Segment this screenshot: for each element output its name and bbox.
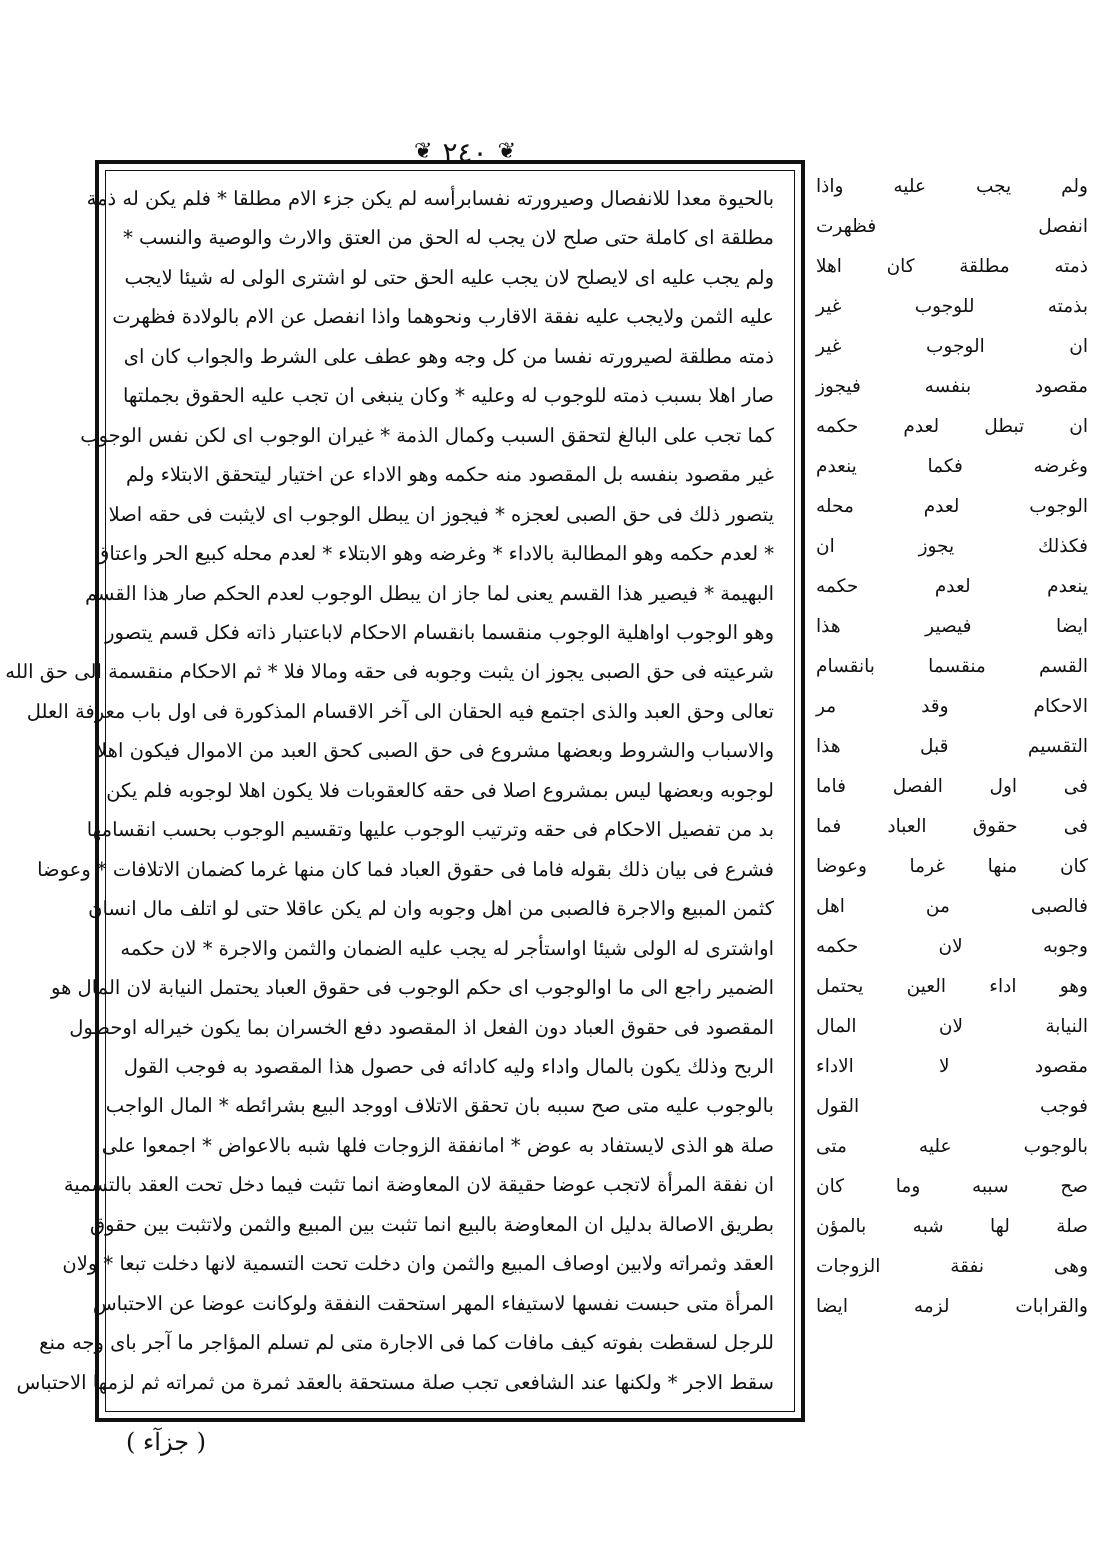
main-text-line: بطريق الاصالة بدليل ان المعاوضة بالبيع انما تثبت بين المبيع والثمن ولاتثبت بين حقوق [89, 1212, 774, 1236]
main-text-line: بد من تفصيل الاحكام فى حقه وترتيب الوجوب عليها وتقسيم الوجوب بحسب انقسامها [86, 818, 774, 842]
margin-text-line: ان الوجوب غير [816, 336, 1088, 357]
margin-text-line: ايضا فيصير هذا [816, 616, 1088, 637]
margin-text-line: الوجوب لعدم محله [816, 496, 1088, 517]
main-text-line: فشرع فى بيان ذلك بقوله فاما فى حقوق العباد فما كان منها غرما كضمان الاتلافات * وعوضا [37, 857, 774, 881]
printer-signature-mark: ( جزآء ) [126, 1428, 207, 1456]
margin-text-line: فى حقوق العباد فما [816, 816, 1088, 837]
main-text-block [5, 183, 774, 1399]
main-text-line: كثمن المبيع والاجرة فالصبى من اهل وجوبه وان لم يكن عاقلا حتى لو اتلف مال انسان [88, 897, 774, 921]
margin-commentary [816, 172, 1088, 1322]
main-text-line: غير مقصود بنفسه بل المقصود منه حكمه وهو الاداء عن اختيار ليتحقق الابتلاء ولم [126, 463, 774, 487]
main-text-inner-frame [5, 170, 795, 1412]
margin-text-line: وهو اداء العين يحتمل [816, 976, 1088, 997]
main-text-line: بالحيوة معدا للانفصال وصيرورته نفسابرأسه لم يكن جزء الام مطلقا * فلم يكن له ذمة [86, 187, 774, 210]
main-text-line: سقط الاجر * ولكنها عند الشافعى تجب صلة مستحقة بالعقد ثمرة من ثمراته ثم لزمها الاحتباس [16, 1370, 774, 1394]
main-text-line: الضمير راجع الى ما اوالوجوب اى حكم الوجوب فى حقوق العباد يحتمل النيابة لان المال هو [51, 976, 774, 1000]
ornament-left-icon: ❦ [414, 139, 433, 164]
main-text-line: ولم يجب عليه اى لايصلح لان يجب عليه الحق حتى لو اشترى الولى له شيئا لايجب [124, 265, 774, 289]
main-text-line: المقصود فى حقوق العباد دون الفعل اذ المقصود دفع الخسران بما يكون خيراله اوحصول [69, 1015, 774, 1039]
main-text-frame [5, 160, 805, 1422]
main-text-line: كما تجب على البالغ لتحقق السبب وكمال الذمة * غيران الوجوب اى لكن نفس الوجوب [80, 423, 774, 447]
margin-text-line: وغرضه فكما ينعدم [816, 456, 1088, 477]
main-text-line: المرأة متى حبست نفسها لاستيفاء المهر استحقت النفقة ولوكانت عوضا عن الاحتباس [92, 1291, 774, 1315]
main-text-line: ان نفقة المرأة لاتجب عوضا حقيقة لان المعاوضة انما تثبت فيما دخل تحت العقد بالتسمية [63, 1173, 774, 1197]
margin-text-line: ذمته مطلقة كان اهلا [816, 256, 1088, 277]
margin-text-line: وجوبه لان حكمه [816, 936, 1088, 957]
margin-text-line: وهى نفقة الزوجات [816, 1256, 1088, 1277]
margin-text-line: ولم يجب عليه واذا [816, 176, 1088, 197]
main-text-line: للرجل لسقطت بفوته كيف مافات كما فى الاجارة متى لم تسلم المؤاجر ما آجر باى وجه منع [39, 1331, 774, 1355]
main-text-line: مطلقة اى كاملة حتى صلح لان يجب له الحق من العتق والارث والوصية والنسب * [123, 226, 774, 250]
main-text-line: صلة هو الذى لايستفاد به عوض * امانفقة الزوجات فلها شبه بالاعواض * اجمعوا على [101, 1133, 774, 1157]
main-text-line: الربح وذلك يكون بالمال واداء وليه كادائه فى حصول هذا المقصود به فوجب القول [123, 1054, 774, 1078]
margin-text-line: بذمته للوجوب غير [816, 296, 1088, 317]
main-text-line: اواشترى له الولى شيئا اواستأجر له يجب عليه الضمان والثمن والاجرة * لان حكمه [120, 936, 774, 960]
page-number: ٢٤٠ [442, 135, 488, 169]
margin-text-line: بالوجوب عليه متى [816, 1136, 1088, 1157]
main-text-line: العقد وثمراته ولابين اوصاف المبيع والثمن وان دخلت تحت التسمية لانها دخلت تبعا * ولان [62, 1252, 774, 1276]
margin-text-line: فالصبى من اهل [816, 896, 1088, 917]
margin-text-line: مقصود لا الاداء [816, 1056, 1088, 1077]
main-text-line: * لعدم حكمه وهو المطالبة بالاداء * وغرضه وهو الابتلاء * لعدم محله كبيع الحر واعتاق [94, 542, 774, 566]
margin-text-line: مقصود بنفسه فيجوز [816, 376, 1088, 397]
margin-text-line: القسم منقسما بانقسام [816, 656, 1088, 677]
main-text-line: والاسباب والشروط وبعضها مشروع فى حق الصبى كحق العبد من الاموال فيكون اهلا [96, 739, 774, 763]
main-text-line: تعالى وحق العبد والذى اجتمع فيه الحقان الى آخر الاقسام المذكورة فى اول باب معرفة العلل [26, 699, 774, 723]
margin-text-line: صح سببه وما كان [816, 1176, 1088, 1197]
ornament-right-icon: ❦ [497, 139, 516, 164]
main-text-line: لوجوبه وبعضها ليس بمشروع اصلا فى حقه كالعقوبات فلا يكون اهلا لوجوبه فلم يكن [106, 778, 774, 802]
margin-text-line: فى اول الفصل فاما [816, 776, 1088, 797]
main-text-line: بالوجوب عليه متى صح سببه بان تحقق الاتلاف اووجد البيع بشرائطه * المال الواجب [105, 1094, 774, 1118]
margin-text-line: صلة لها شبه بالمؤن [816, 1216, 1088, 1237]
margin-text-line: النيابة لان المال [816, 1016, 1088, 1037]
main-text-line: صار اهلا بسبب ذمته للوجوب له وعليه * وكان ينبغى ان تجب عليه الحقوق بجملتها [122, 384, 774, 408]
margin-text-line: فكذلك يجوز ان [816, 536, 1088, 557]
main-text-line: البهيمة * فيصير هذا القسم يعنى لما جاز ان يبطل الوجوب لعدم الحكم صار هذا القسم [85, 581, 774, 605]
margin-text-line: كان منها غرما وعوضا [816, 856, 1088, 877]
main-text-line: عليه الثمن ولايجب عليه نفقة الاقارب ونحوهما واذا انفصل عن الام بالولادة فظهرت [112, 305, 774, 329]
margin-text-line: الاحكام وقد مر [816, 696, 1088, 717]
margin-text-line: ان تبطل لعدم حكمه [816, 416, 1088, 437]
margin-text-line: ينعدم لعدم حكمه [816, 576, 1088, 597]
margin-text-line: انفصل فظهرت [816, 216, 1088, 237]
main-text-line: ذمته مطلقة لصيرورته نفسا من كل وجه وهو عطف على الشرط والجواب كان اى [123, 344, 774, 368]
main-text-line: شرعيته فى حق الصبى يجوز ان يثبت وجوبه فى حقه ومالا فلا * ثم الاحكام منقسمة الى حق الله [5, 660, 774, 684]
main-text-line: يتصور ذلك فى حق الصبى لعجزه * فيجوز ان يبطل الوجوب اى لايثبت فى حقه اصلا [108, 502, 774, 526]
margin-text-line: فوجب القول [816, 1096, 1088, 1117]
margin-text-line: والقرابات لزمه ايضا [816, 1296, 1088, 1317]
margin-text-line: التقسيم قبل هذا [816, 736, 1088, 757]
main-text-line: وهو الوجوب اواهلية الوجوب منقسما بانقسام الاحكام لاباعتبار ذاته فكل قسم يتصور [105, 620, 774, 644]
